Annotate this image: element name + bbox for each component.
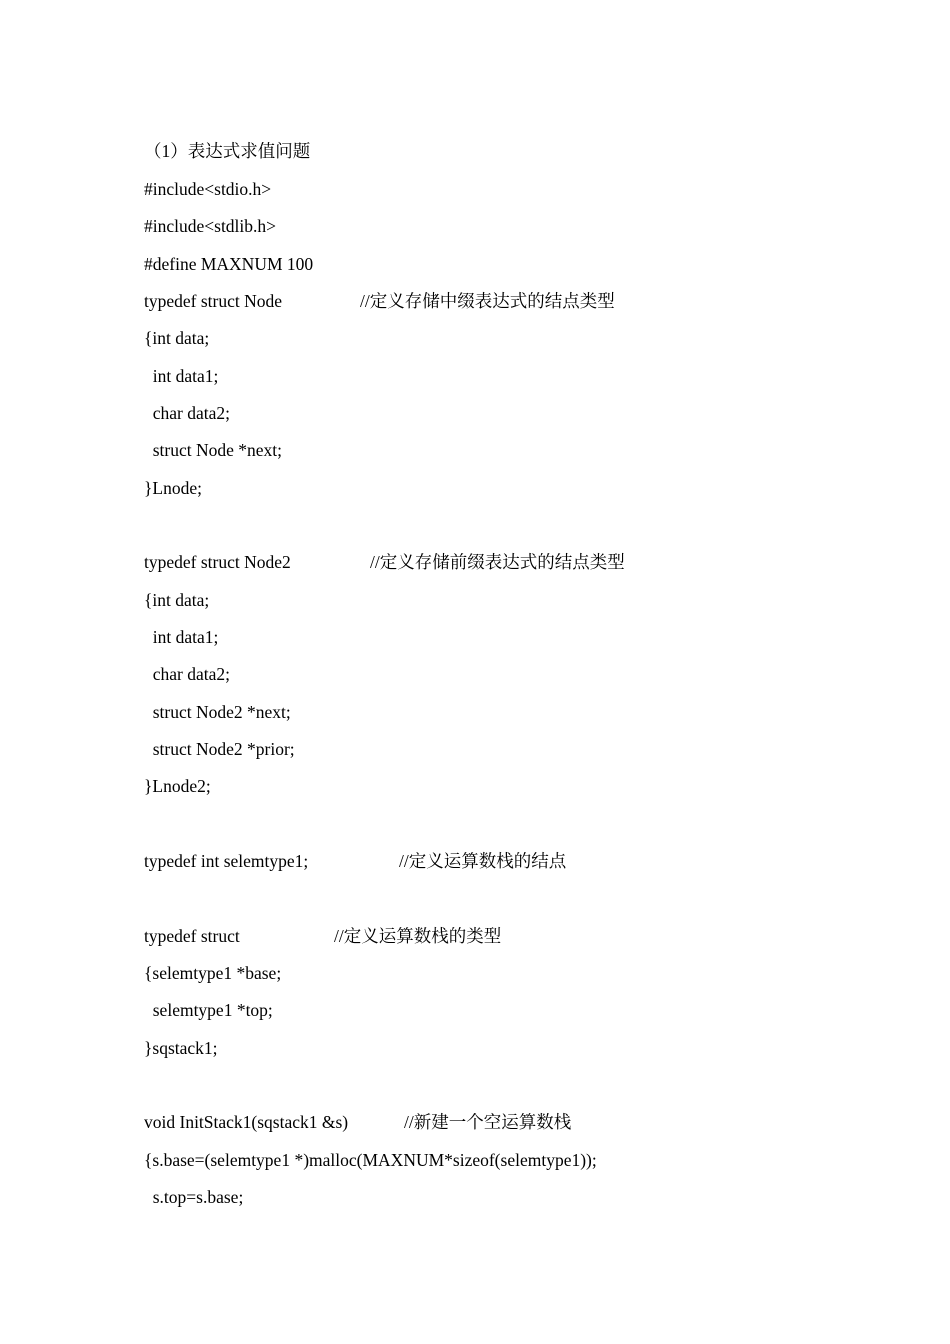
code-line (144, 214, 277, 238)
code-comment: //定义存储中缀表达式的结点类型 (360, 291, 615, 311)
code-text: {int data; (144, 590, 210, 610)
code-text: }Lnode2; (144, 776, 211, 796)
code-line (144, 737, 295, 761)
code-text: typedef struct Node (144, 291, 283, 311)
code-text: #include<stdlib.h> (144, 216, 277, 236)
code-line (144, 588, 210, 612)
code-comment: //定义运算数栈的结点 (399, 851, 567, 871)
code-line (144, 774, 211, 798)
code-text: }Lnode; (144, 478, 202, 498)
code-line (144, 1185, 244, 1209)
code-text: {int data; (144, 328, 210, 348)
code-line (144, 1036, 218, 1060)
code-text: s.top=s.base; (144, 1187, 244, 1207)
code-line (144, 438, 283, 462)
section-heading: （1）表达式求值问题 (144, 141, 311, 161)
code-comment: //定义运算数栈的类型 (334, 926, 502, 946)
code-text: void InitStack1(sqstack1 &s) (144, 1112, 349, 1132)
code-comment: //新建一个空运算数栈 (404, 1112, 572, 1132)
code-line (144, 401, 230, 425)
code-line (144, 326, 210, 350)
code-line (144, 476, 202, 500)
code-line (144, 1148, 597, 1172)
code-line (144, 998, 273, 1022)
code-line (144, 924, 624, 948)
code-line (144, 849, 644, 873)
code-line (144, 252, 314, 276)
code-line (144, 289, 704, 313)
code-text: char data2; (144, 664, 230, 684)
code-line (144, 177, 272, 201)
code-text: typedef int selemtype1; (144, 851, 309, 871)
code-line (144, 550, 704, 574)
code-line (144, 625, 219, 649)
code-comment: //定义存储前缀表达式的结点类型 (370, 552, 625, 572)
code-text: typedef struct (144, 926, 240, 946)
code-text: {selemtype1 *base; (144, 963, 282, 983)
code-line (144, 364, 219, 388)
code-text: struct Node2 *next; (144, 702, 291, 722)
code-text: selemtype1 *top; (144, 1000, 273, 1020)
code-text: int data1; (144, 627, 219, 647)
code-text: int data1; (144, 366, 219, 386)
code-text: char data2; (144, 403, 230, 423)
code-line (144, 662, 230, 686)
code-text: typedef struct Node2 (144, 552, 291, 572)
code-text: }sqstack1; (144, 1038, 218, 1058)
code-text: #define MAXNUM 100 (144, 254, 314, 274)
code-text: {s.base=(selemtype1 *)malloc(MAXNUM*sizeof(selemtype1)); (144, 1150, 597, 1170)
code-text: struct Node *next; (144, 440, 283, 460)
code-text: struct Node2 *prior; (144, 739, 295, 759)
code-line (144, 700, 291, 724)
code-text: #include<stdio.h> (144, 179, 272, 199)
code-line (144, 1110, 664, 1134)
code-line (144, 961, 282, 985)
